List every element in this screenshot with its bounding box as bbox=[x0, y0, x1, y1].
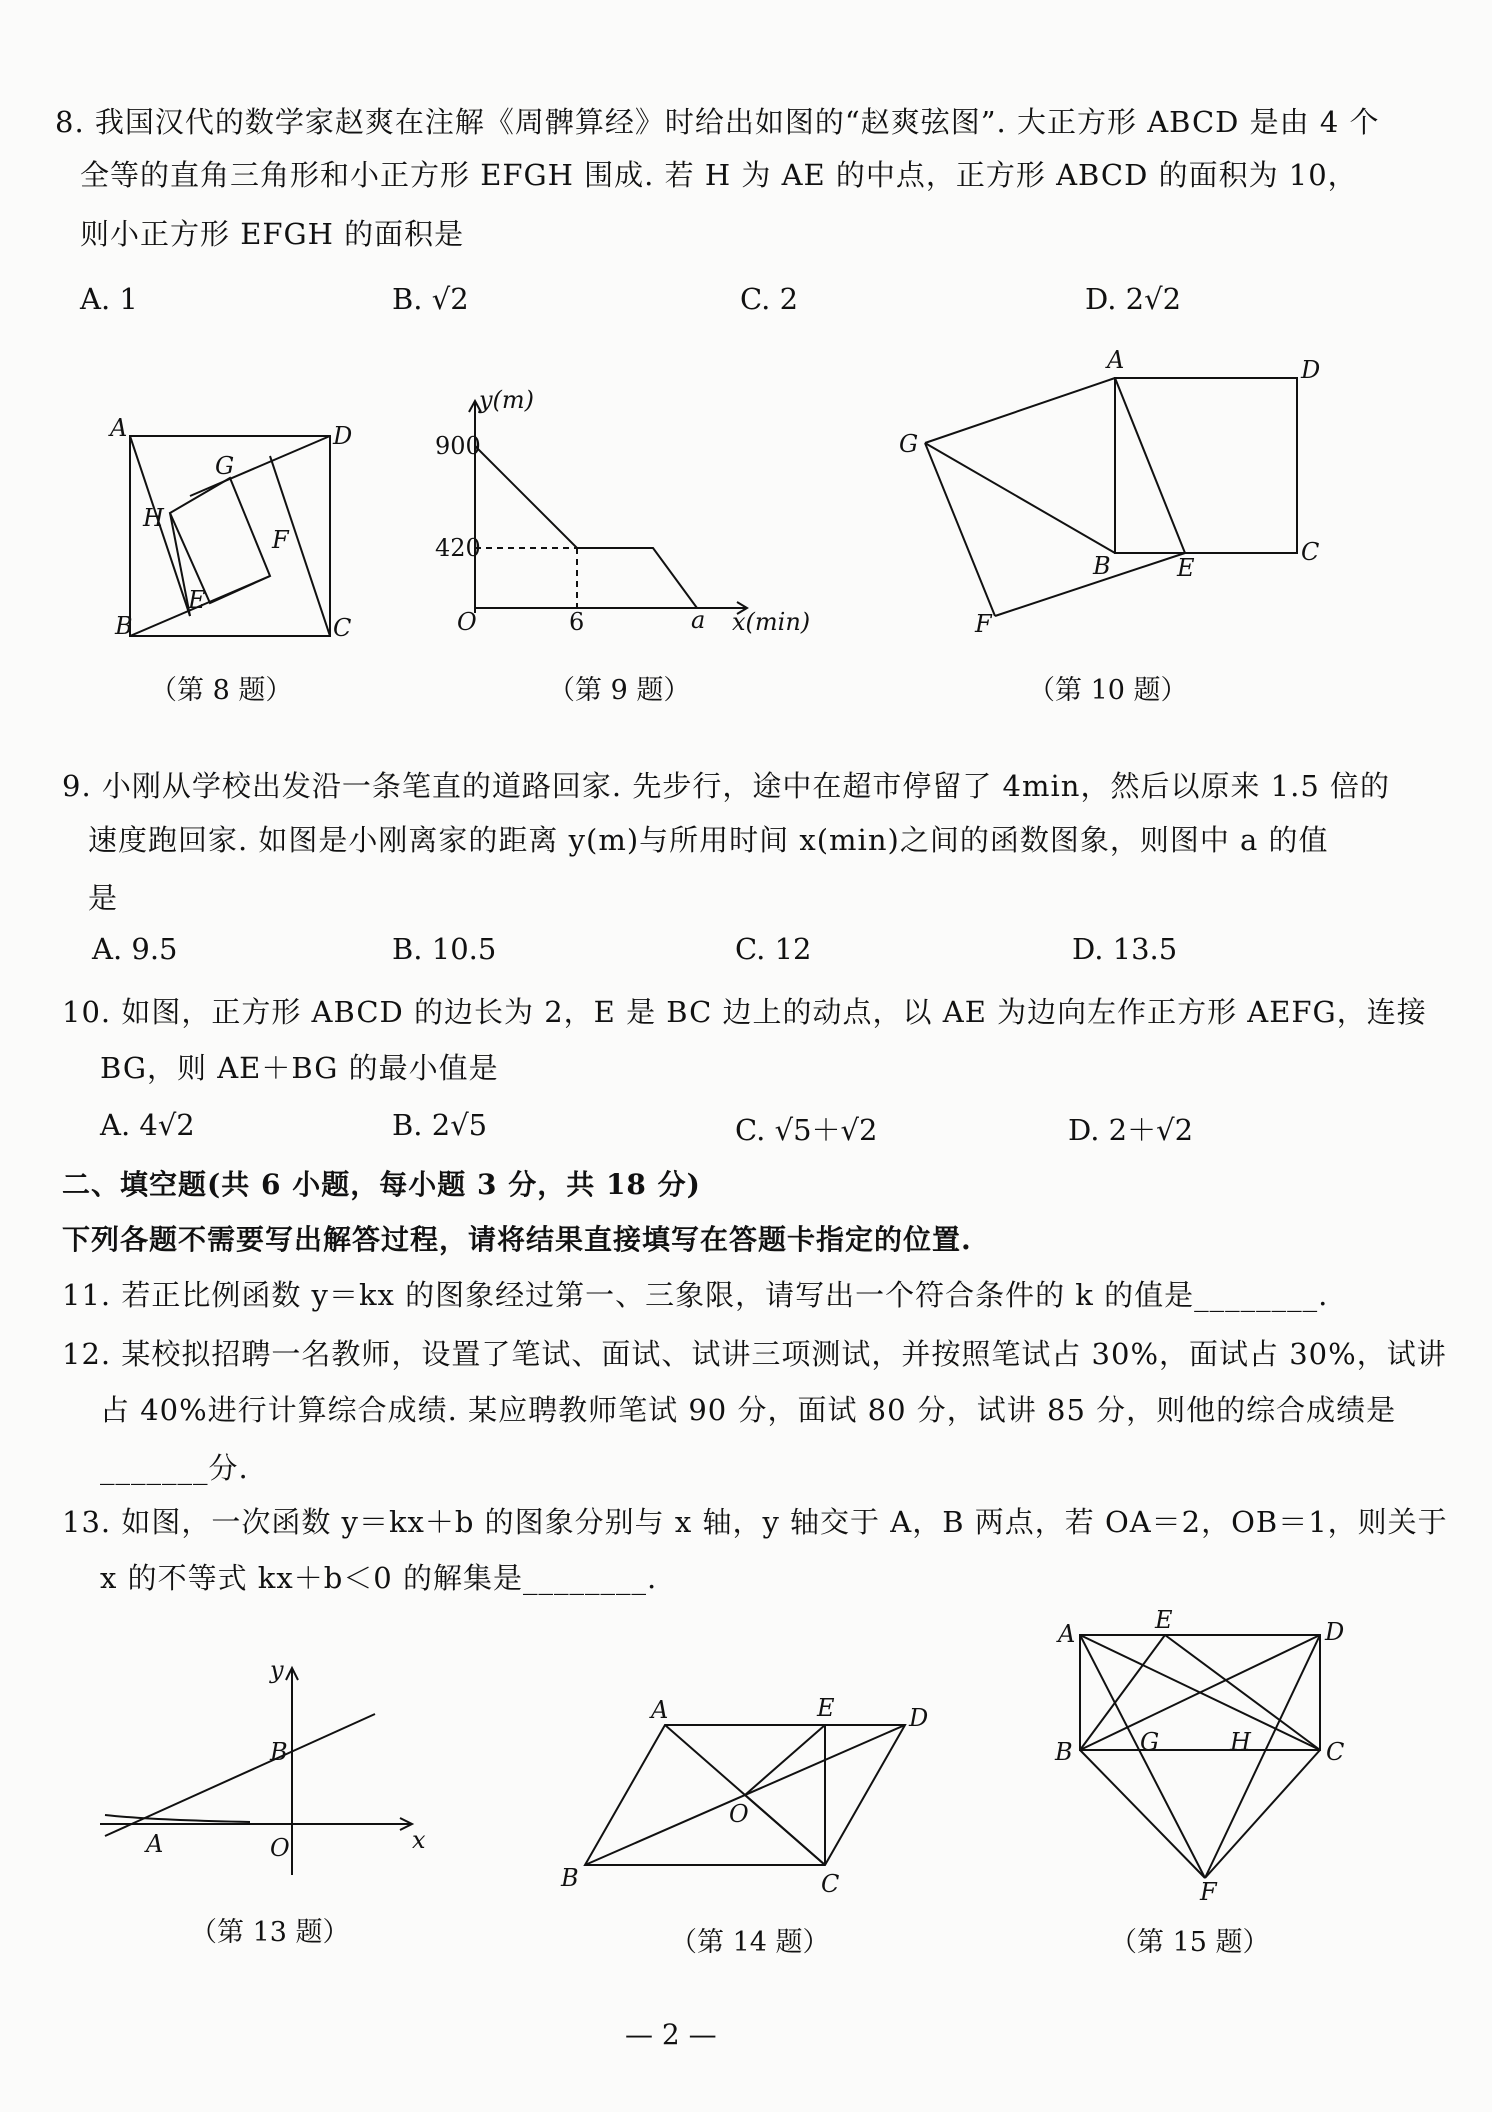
fig14-label-b: B bbox=[561, 1864, 579, 1892]
fig8-diagram bbox=[105, 414, 365, 648]
fig14-label-c: C bbox=[821, 1870, 840, 1898]
q12-line2: 占 40%进行计算综合成绩. 某应聘教师笔试 90 分，面试 80 分，试讲 85 分，则他的综合成绩是 bbox=[100, 1393, 1397, 1427]
fig15-label-d: D bbox=[1325, 1618, 1345, 1646]
q10-option-d: D. 2＋√2 bbox=[1068, 1113, 1194, 1147]
fig8-label-c: C bbox=[333, 614, 352, 642]
q12-line3: _______分. bbox=[100, 1451, 249, 1485]
fig14-label-o: O bbox=[729, 1800, 749, 1828]
fig13-graph bbox=[100, 1656, 460, 1880]
fig9-label-y: y(m) bbox=[479, 386, 535, 414]
q8-line2: 全等的直角三角形和小正方形 EFGH 围成. 若 H 为 AE 的中点，正方形 ABCD 的面积为 10， bbox=[80, 158, 1358, 192]
fig10-label-b: B bbox=[1093, 552, 1111, 580]
fig14-caption: （第 14 题） bbox=[670, 1927, 830, 1958]
fig8-label-f: F bbox=[272, 526, 289, 554]
fig13-label-b: B bbox=[270, 1738, 288, 1766]
section2-note: 下列各题不需要写出解答过程，请将结果直接填写在答题卡指定的位置. bbox=[62, 1223, 972, 1256]
fig9-label-origin: O bbox=[457, 608, 477, 636]
q13-line1: 13. 如图，一次函数 y＝kx＋b 的图象分别与 x 轴，y 轴交于 A，B 两点，若 OA＝2，OB＝1，则关于 bbox=[62, 1505, 1448, 1539]
q8-option-b: B. √2 bbox=[392, 282, 469, 316]
q10-option-c: C. √5＋√2 bbox=[735, 1113, 878, 1147]
fig14-label-a: A bbox=[651, 1696, 669, 1724]
fig10-label-g: G bbox=[899, 430, 919, 458]
fig10-label-d: D bbox=[1301, 356, 1321, 384]
fig10-label-e: E bbox=[1177, 554, 1195, 582]
fig8-label-a: A bbox=[110, 414, 128, 442]
page-number: — 2 — bbox=[625, 2018, 717, 2051]
section2-title: 二、填空题(共 6 小题，每小题 3 分，共 18 分) bbox=[62, 1168, 701, 1201]
fig13-label-x: x bbox=[412, 1826, 426, 1854]
q9-option-d: D. 13.5 bbox=[1072, 932, 1178, 966]
fig13-label-a: A bbox=[146, 1830, 164, 1858]
q8-option-c: C. 2 bbox=[740, 282, 799, 316]
fig14-label-d: D bbox=[909, 1704, 929, 1732]
q9-option-a: A. 9.5 bbox=[92, 932, 178, 966]
fig8-label-h: H bbox=[143, 504, 164, 532]
fig10-caption: （第 10 题） bbox=[1028, 675, 1188, 706]
q10-line2: BG，则 AE＋BG 的最小值是 bbox=[100, 1051, 499, 1085]
fig15-label-h: H bbox=[1230, 1728, 1251, 1756]
fig10-label-c: C bbox=[1301, 538, 1320, 566]
q11-line1: 11. 若正比例函数 y＝kx 的图象经过第一、三象限，请写出一个符合条件的 k 的值是________. bbox=[62, 1278, 1329, 1312]
fig15-label-c: C bbox=[1326, 1738, 1345, 1766]
q8-line3: 则小正方形 EFGH 的面积是 bbox=[80, 217, 465, 251]
q12-line1: 12. 某校拟招聘一名教师，设置了笔试、面试、试讲三项测试，并按照笔试占 30%，面试占 30%，试讲 bbox=[62, 1337, 1447, 1371]
q9-option-b: B. 10.5 bbox=[392, 932, 497, 966]
q10-option-b: B. 2√5 bbox=[392, 1108, 488, 1142]
q13-line2: x 的不等式 kx＋b＜0 的解集是________. bbox=[100, 1561, 658, 1595]
fig8-label-e: E bbox=[188, 586, 206, 614]
fig15-label-b: B bbox=[1055, 1738, 1073, 1766]
fig14-diagram bbox=[555, 1690, 935, 1910]
q10-option-a: A. 4√2 bbox=[100, 1108, 195, 1142]
fig13-label-y: y bbox=[270, 1656, 284, 1684]
fig9-label-x: x(min) bbox=[732, 608, 811, 636]
fig9-caption: （第 9 题） bbox=[548, 675, 691, 706]
fig8-caption: （第 8 题） bbox=[150, 675, 293, 706]
fig13-label-o: O bbox=[270, 1834, 290, 1862]
fig9-label-420: 420 bbox=[435, 534, 481, 562]
fig15-diagram bbox=[1050, 1600, 1370, 1906]
fig8-label-g: G bbox=[215, 452, 235, 480]
fig14-label-e: E bbox=[817, 1694, 835, 1722]
q8-line1: 8. 我国汉代的数学家赵爽在注解《周髀算经》时给出如图的“赵爽弦图”. 大正方形 ABCD 是由 4 个 bbox=[55, 105, 1380, 139]
fig15-label-f: F bbox=[1200, 1878, 1217, 1906]
fig9-label-6: 6 bbox=[569, 608, 585, 636]
fig15-label-g: G bbox=[1140, 1728, 1160, 1756]
q9-line3: 是 bbox=[88, 881, 119, 915]
q9-line2: 速度跑回家. 如图是小刚离家的距离 y(m)与所用时间 x(min)之间的函数图象，则图中 a 的值 bbox=[88, 823, 1329, 857]
fig10-label-a: A bbox=[1107, 346, 1125, 374]
q8-option-a: A. 1 bbox=[80, 282, 138, 316]
fig15-caption: （第 15 题） bbox=[1110, 1927, 1270, 1958]
q8-option-d: D. 2√2 bbox=[1085, 282, 1182, 316]
q9-line1: 9. 小刚从学校出发沿一条笔直的道路回家. 先步行，途中在超市停留了 4min，然后以原来 1.5 倍的 bbox=[62, 769, 1391, 803]
fig9-graph bbox=[435, 386, 811, 638]
fig13-caption: （第 13 题） bbox=[190, 1917, 350, 1948]
fig9-label-a: a bbox=[691, 606, 706, 634]
fig15-label-e: E bbox=[1155, 1606, 1173, 1634]
q10-line1: 10. 如图，正方形 ABCD 的边长为 2，E 是 BC 边上的动点，以 AE 为边向左作正方形 AEFG，连接 bbox=[62, 995, 1427, 1029]
fig10-label-f: F bbox=[975, 610, 992, 638]
q9-option-c: C. 12 bbox=[735, 932, 812, 966]
fig8-label-b: B bbox=[115, 612, 133, 640]
fig10-diagram bbox=[895, 348, 1375, 648]
fig9-label-900: 900 bbox=[435, 432, 481, 460]
fig8-label-d: D bbox=[333, 422, 353, 450]
fig15-label-a: A bbox=[1058, 1620, 1076, 1648]
